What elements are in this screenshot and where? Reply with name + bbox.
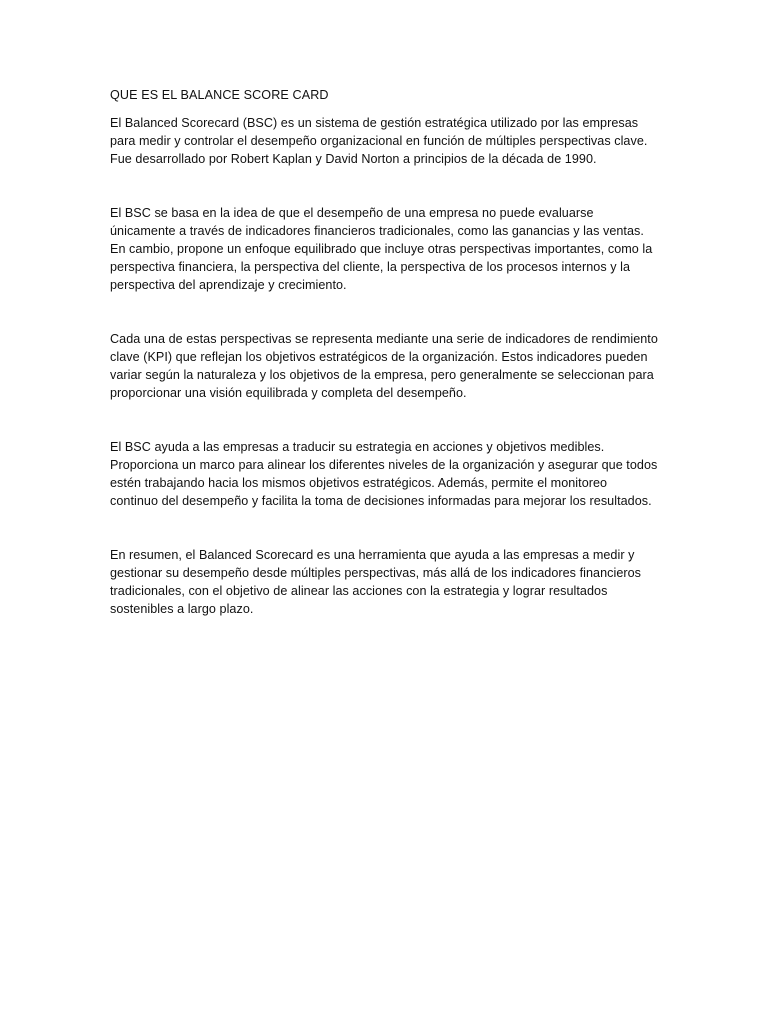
paragraph-kpi-indicators: Cada una de estas perspectivas se representa mediante una serie de indicadores de rendimiento clave (KPI) que reflejan los objetivos estratégicos de la organización. Estos indicadores pueden variar según la naturaleza y los objetivos de la empresa, pero generalmente se seleccionan para proporcionar una visión equilibrada y completa del desempeño.: [110, 332, 658, 400]
paragraph-definition: El Balanced Scorecard (BSC) es un sistema de gestión estratégica utilizado por las empresas para medir y controlar el desempeño organizacional en función de múltiples perspectivas clave. Fue desarrollado por Robert Kaplan y David Norton a principios de la década de 1990.: [110, 116, 648, 166]
paragraph-summary: En resumen, el Balanced Scorecard es una herramienta que ayuda a las empresas a medir y gestionar su desempeño desde múltiples perspectivas, más allá de los indicadores financieros tradicionales, con el objetivo de alinear las acciones con la estrategia y lograr resultados sostenibles a largo plazo.: [110, 548, 642, 616]
paragraph-strategy-translation: El BSC ayuda a las empresas a traducir su estrategia en acciones y objetivos medibles. Proporciona un marco para alinear los diferentes niveles de la organización y asegurar que todos estén trabajando hacia los mismos objetivos estratégicos. Además, permite el monitoreo continuo del desempeño y facilita la toma de decisiones informadas para mejorar los resultados.: [110, 440, 658, 508]
document-title: QUE ES EL BALANCE SCORE CARD: [110, 88, 329, 102]
document-body: [110, 86, 658, 618]
paragraph-balanced-approach: El BSC se basa en la idea de que el desempeño de una empresa no puede evaluarse únicamente a través de indicadores financieros tradicionales, como las ganancias y las ventas. En cambio, propone un enfoque equilibrado que incluye otras perspectivas importantes, como la perspectiva financiera, la perspectiva del cliente, la perspectiva de los procesos internos y la perspectiva del aprendizaje y crecimiento.: [110, 206, 653, 292]
